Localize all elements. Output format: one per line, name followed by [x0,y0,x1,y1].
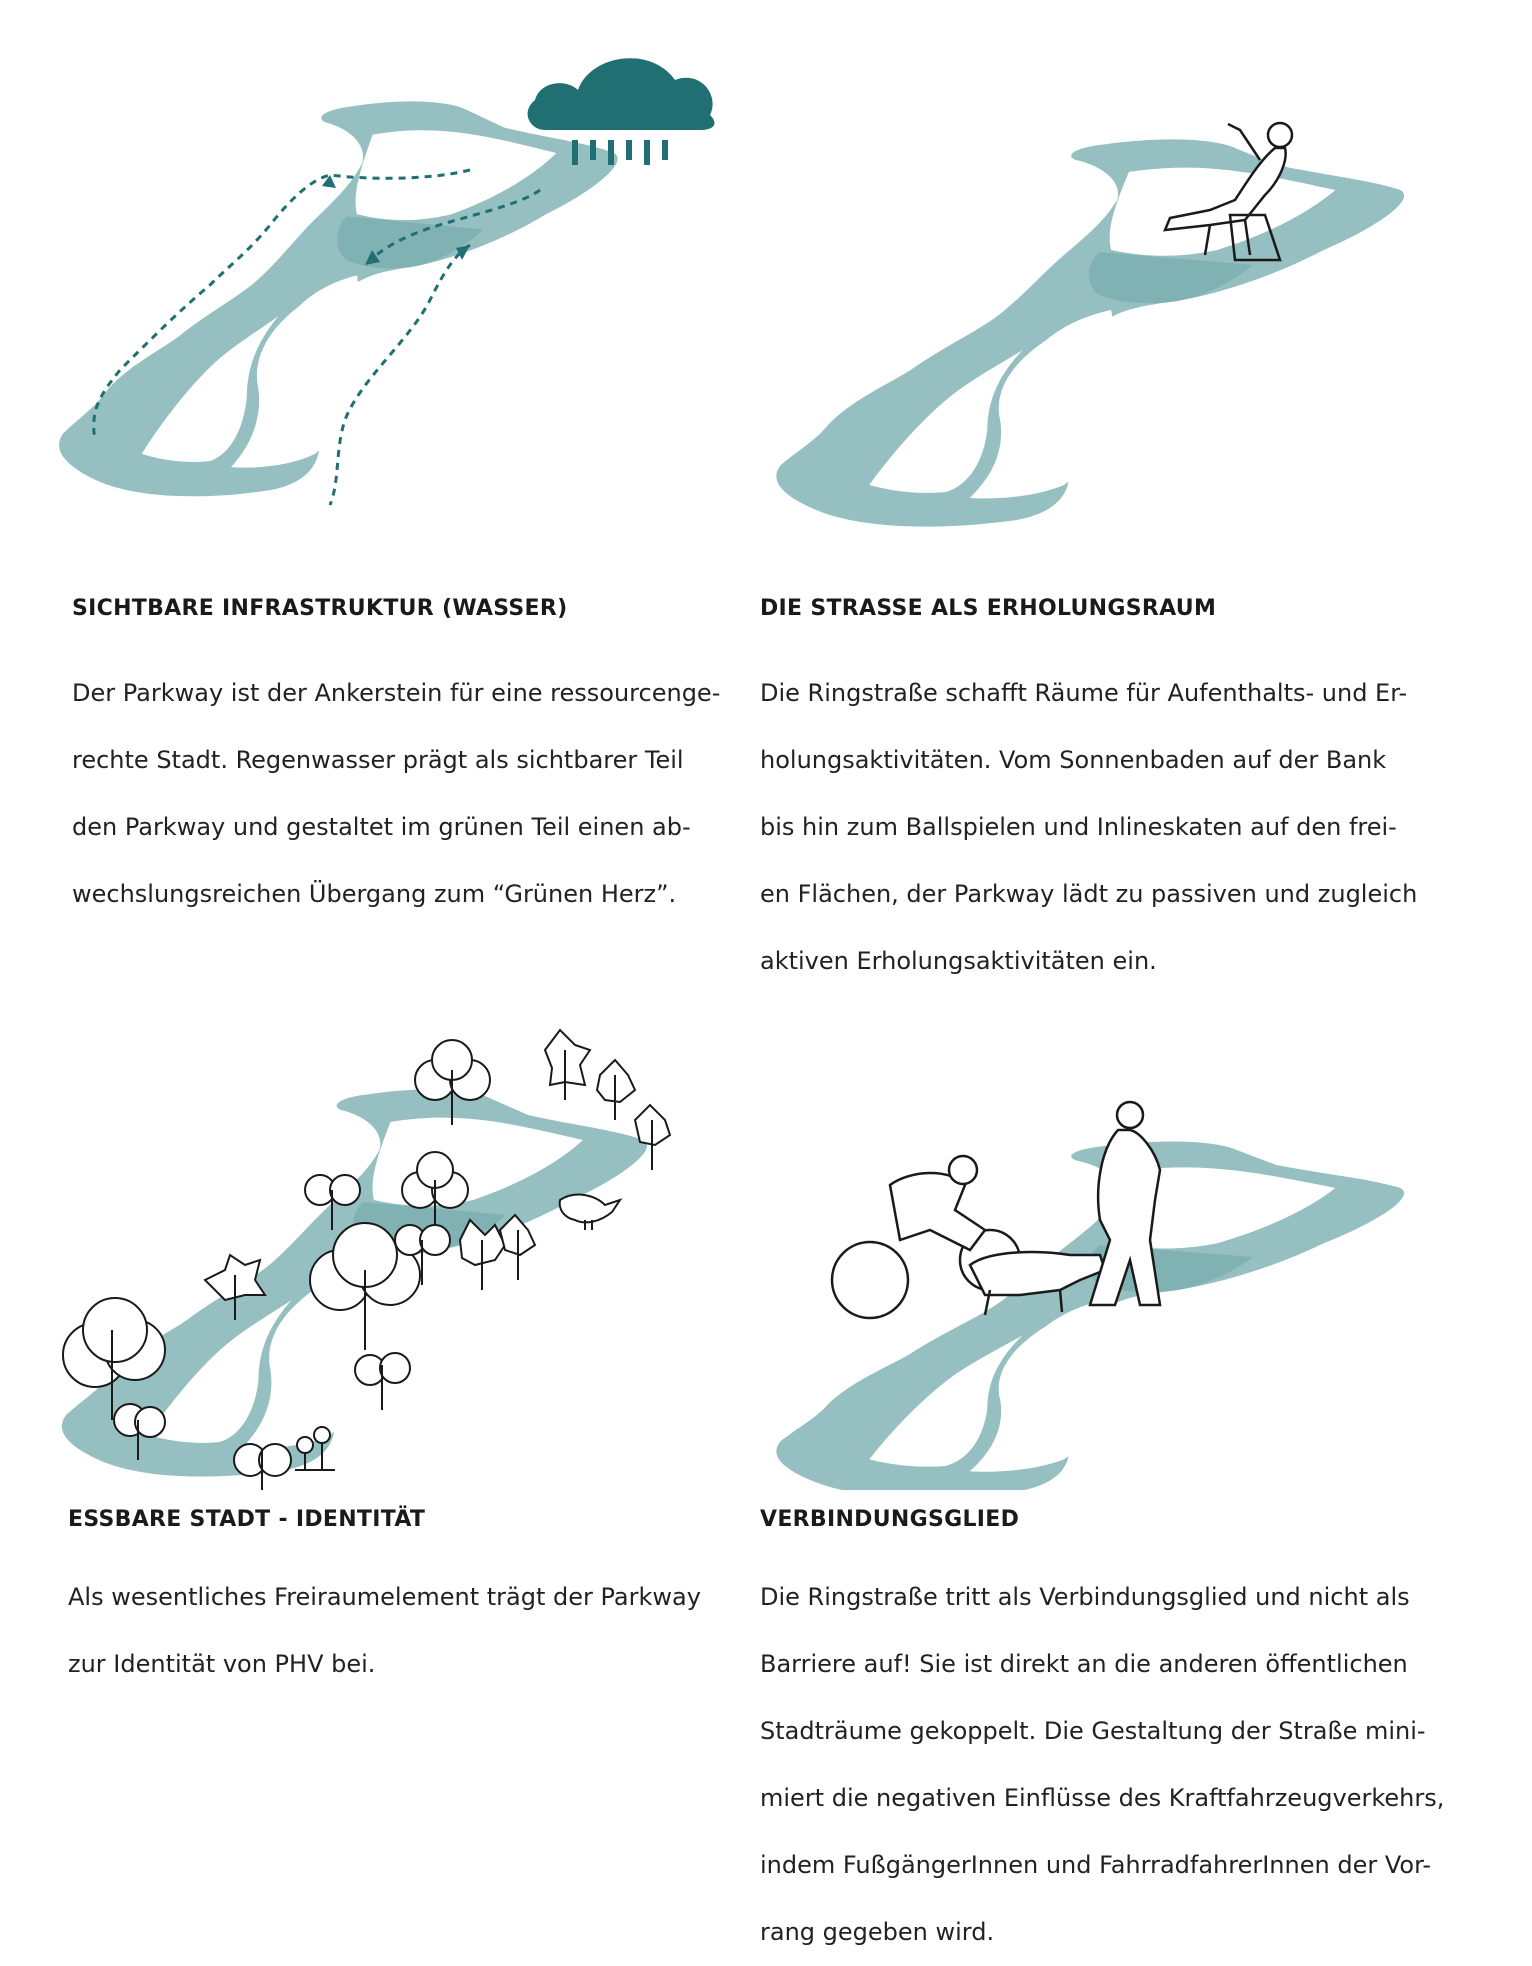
section-body [760,660,1420,995]
text-line: den Parkway und gestaltet im grünen Teil einen ab- [72,813,691,841]
section-body [68,1564,732,1698]
parkway-diagram-edible-city [0,990,740,1510]
text-line: holungsaktivitäten. Vom Sonnenbaden auf der Bank [760,746,1387,774]
text-line: rang gegeben wird. [760,1918,995,1946]
text-line: wechslungsreichen Übergang zum “Grünen Herz”. [72,880,677,908]
section-body [72,660,732,928]
text-line: rechte Stadt. Regenwasser prägt als sichtbarer Teil [72,746,684,774]
section-heading: DIE STRASSE ALS ERHOLUNGSRAUM [760,596,1217,621]
section-body [760,1564,1458,1966]
text-line: indem FußgängerInnen und FahrradfahrerInnen der Vor- [760,1851,1432,1879]
text-line: zur Identität von PHV bei. [68,1650,376,1678]
section-heading: VERBINDUNGSGLIED [760,1507,1020,1532]
pedestrian-icon [1090,1102,1160,1305]
text-line: miert die negativen Einflüsse des Kraftfahrzeugverkehrs, [760,1784,1445,1812]
bird-icon [560,1195,620,1230]
text-line: bis hin zum Ballspielen und Inlineskaten auf den frei- [760,813,1397,841]
section-heading: ESSBARE STADT - IDENTITÄT [68,1507,426,1532]
parkway-diagram-connection [740,1090,1440,1490]
text-line: Als wesentliches Freiraumelement trägt der Parkway [68,1583,701,1611]
parkway-diagram-water [0,0,766,540]
text-line: en Flächen, der Parkway lädt zu passiven und zugleich [760,880,1418,908]
text-line: Die Ringstraße tritt als Verbindungsglied und nicht als [760,1583,1410,1611]
text-line: Der Parkway ist der Ankerstein für eine ressourcenge- [72,679,721,707]
parkway-diagram-recreation [740,80,1440,540]
text-line: Stadträume gekoppelt. Die Gestaltung der Straße mini- [760,1717,1426,1745]
text-line: Barriere auf! Sie ist direkt an die anderen öffentlichen [760,1650,1408,1678]
section-heading: SICHTBARE INFRASTRUKTUR (WASSER) [72,596,568,621]
text-line: Die Ringstraße schafft Räume für Aufenthalts- und Er- [760,679,1408,707]
text-line: aktiven Erholungsaktivitäten ein. [760,947,1157,975]
